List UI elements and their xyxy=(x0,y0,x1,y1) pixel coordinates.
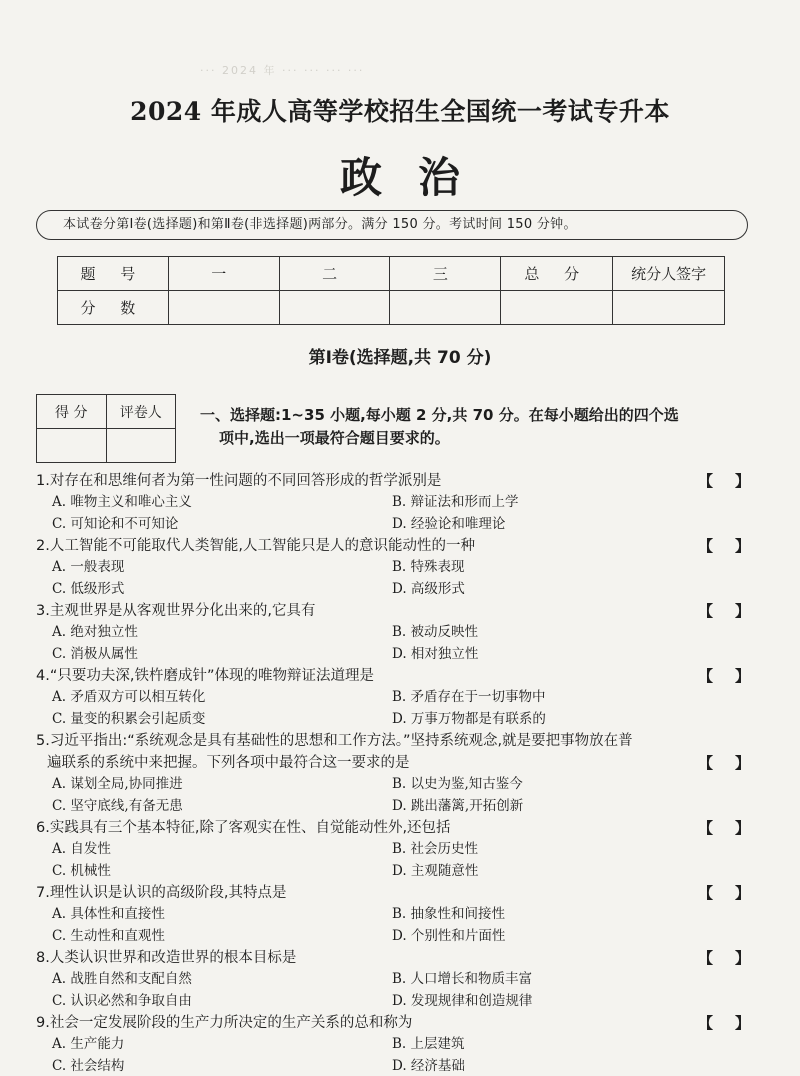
question-item xyxy=(36,665,756,730)
question-item xyxy=(36,882,756,947)
score-table-value-row xyxy=(58,291,725,325)
question-stem: 7.理性认识是认识的高级阶段,其特点是 xyxy=(36,885,287,901)
question-stem: 4.“只要功夫深,铁杵磨成针”体现的唯物辩证法道理是 xyxy=(36,668,374,684)
option-a: A. 战胜自然和支配自然 xyxy=(52,971,192,987)
question-options xyxy=(36,774,756,817)
score-cell-part1: 一 xyxy=(168,257,279,291)
question-options xyxy=(36,492,756,535)
score-table xyxy=(57,256,725,325)
option-c: C. 生动性和直观性 xyxy=(52,927,165,944)
question-item xyxy=(36,947,756,1012)
option-a: A. 矛盾双方可以相互转化 xyxy=(52,689,206,705)
option-a: A. 绝对独立性 xyxy=(52,624,138,640)
score-blank[interactable] xyxy=(613,291,725,325)
option-c: C. 低级形式 xyxy=(52,580,125,597)
option-b: B. 辩证法和形而上学 xyxy=(392,494,519,510)
question-options xyxy=(36,839,756,882)
question-stem-line2: 遍联系的系统中来把握。下列各项中最符合这一要求的是 xyxy=(47,755,410,771)
answer-bracket[interactable]: 【 】 xyxy=(698,472,750,490)
option-b: B. 社会历史性 xyxy=(392,841,479,857)
option-a: A. 唯物主义和唯心主义 xyxy=(52,494,192,510)
grader-score-label: 得 分 xyxy=(37,395,107,429)
score-blank[interactable] xyxy=(168,291,279,325)
option-a: A. 具体性和直接性 xyxy=(52,906,165,922)
option-a: A. 谋划全局,协同推进 xyxy=(52,776,183,792)
option-d: D. 个别性和片面性 xyxy=(392,927,506,944)
question-stem xyxy=(36,730,756,774)
question-stem-line1: 5.习近平指出:“系统观念是具有基础性的思想和工作方法。”坚持系统观念,就是要把事物放在普 xyxy=(36,733,633,749)
option-d: D. 万事万物都是有联系的 xyxy=(392,710,546,727)
option-b: B. 人口增长和物质丰富 xyxy=(392,971,533,987)
grader-score-blank[interactable] xyxy=(37,429,107,463)
section-instructions-line1: 一、选择题:1~35 小题,每小题 2 分,共 70 分。在每小题给出的四个选 xyxy=(200,406,679,424)
score-row-label: 分 数 xyxy=(58,291,169,325)
answer-bracket[interactable]: 【 】 xyxy=(698,1014,750,1032)
grader-name-label: 评卷人 xyxy=(106,395,176,429)
question-stem: 6.实践具有三个基本特征,除了客观实在性、自觉能动性外,还包括 xyxy=(36,820,451,836)
option-c: C. 坚守底线,有备无患 xyxy=(52,797,183,814)
grader-name-blank[interactable] xyxy=(106,429,176,463)
option-d: D. 相对独立性 xyxy=(392,645,479,662)
exam-title: 2024 年成人高等学校招生全国统一考试专升本 xyxy=(130,97,670,126)
section-instructions-line2: 项中,选出一项最符合题目要求的。 xyxy=(219,429,450,447)
option-b: B. 以史为鉴,知古鉴今 xyxy=(392,776,523,792)
question-item xyxy=(36,535,756,600)
question-stem: 9.社会一定发展阶段的生产力所决定的生产关系的总和称为 xyxy=(36,1015,413,1031)
option-c: C. 机械性 xyxy=(52,862,111,879)
question-item xyxy=(36,817,756,882)
question-item xyxy=(36,600,756,665)
question-item xyxy=(36,1012,756,1076)
score-cell-part3: 三 xyxy=(390,257,501,291)
answer-bracket[interactable]: 【 】 xyxy=(698,602,750,620)
score-table-header-row xyxy=(58,257,725,291)
score-cell-part2: 二 xyxy=(279,257,390,291)
option-a: A. 生产能力 xyxy=(52,1036,125,1052)
question-options xyxy=(36,557,756,600)
question-options xyxy=(36,969,756,1012)
score-cell-signature: 统分人签字 xyxy=(613,257,725,291)
subject-title: 政治 xyxy=(339,153,496,202)
question-options xyxy=(36,1034,756,1076)
question-item xyxy=(36,730,756,817)
exam-notice: 本试卷分第Ⅰ卷(选择题)和第Ⅱ卷(非选择题)两部分。满分 150 分。考试时间 150 分钟。 xyxy=(36,210,748,240)
option-c: C. 可知论和不可知论 xyxy=(52,515,179,532)
question-stem: 3.主观世界是从客观世界分化出来的,它具有 xyxy=(36,603,316,619)
option-c: C. 社会结构 xyxy=(52,1057,125,1074)
option-b: B. 被动反映性 xyxy=(392,624,479,640)
question-list xyxy=(36,470,756,1076)
answer-bracket[interactable]: 【 】 xyxy=(698,667,750,685)
option-b: B. 抽象性和间接性 xyxy=(392,906,506,922)
question-options xyxy=(36,904,756,947)
question-stem: 1.对存在和思维何者为第一性问题的不同回答形成的哲学派别是 xyxy=(36,473,442,489)
option-b: B. 特殊表现 xyxy=(392,559,465,575)
option-a: A. 一般表现 xyxy=(52,559,125,575)
score-cell-total: 总 分 xyxy=(501,257,613,291)
option-d: D. 高级形式 xyxy=(392,580,465,597)
option-d: D. 主观随意性 xyxy=(392,862,479,879)
section-instructions xyxy=(200,404,760,450)
question-stem: 2.人工智能不可能取代人类智能,人工智能只是人的意识能动性的一种 xyxy=(36,538,475,554)
option-d: D. 发现规律和创造规律 xyxy=(392,992,533,1009)
question-options xyxy=(36,622,756,665)
answer-bracket[interactable]: 【 】 xyxy=(698,949,750,967)
option-c: C. 量变的积累会引起质变 xyxy=(52,710,206,727)
option-d: D. 跳出藩篱,开拓创新 xyxy=(392,797,524,814)
score-blank[interactable] xyxy=(279,291,390,325)
answer-bracket[interactable]: 【 】 xyxy=(698,884,750,902)
option-a: A. 自发性 xyxy=(52,841,111,857)
score-cell-label: 题 号 xyxy=(58,257,169,291)
answer-bracket[interactable]: 【 】 xyxy=(698,537,750,555)
option-d: D. 经济基础 xyxy=(392,1057,465,1074)
option-d: D. 经验论和唯理论 xyxy=(392,515,506,532)
question-item xyxy=(36,470,756,535)
answer-bracket[interactable]: 【 】 xyxy=(698,819,750,837)
score-blank[interactable] xyxy=(501,291,613,325)
grader-table xyxy=(36,394,176,463)
option-b: B. 矛盾存在于一切事物中 xyxy=(392,689,546,705)
faint-header-text: ··· 2024 年 ··· ··· ··· ··· xyxy=(200,64,365,77)
score-blank[interactable] xyxy=(390,291,501,325)
option-c: C. 认识必然和争取自由 xyxy=(52,992,192,1009)
question-options xyxy=(36,687,756,730)
part-title: 第Ⅰ卷(选择题,共 70 分) xyxy=(308,348,492,368)
option-b: B. 上层建筑 xyxy=(392,1036,465,1052)
answer-bracket[interactable]: 【 】 xyxy=(698,754,750,772)
option-c: C. 消极从属性 xyxy=(52,645,138,662)
question-stem: 8.人类认识世界和改造世界的根本目标是 xyxy=(36,950,297,966)
